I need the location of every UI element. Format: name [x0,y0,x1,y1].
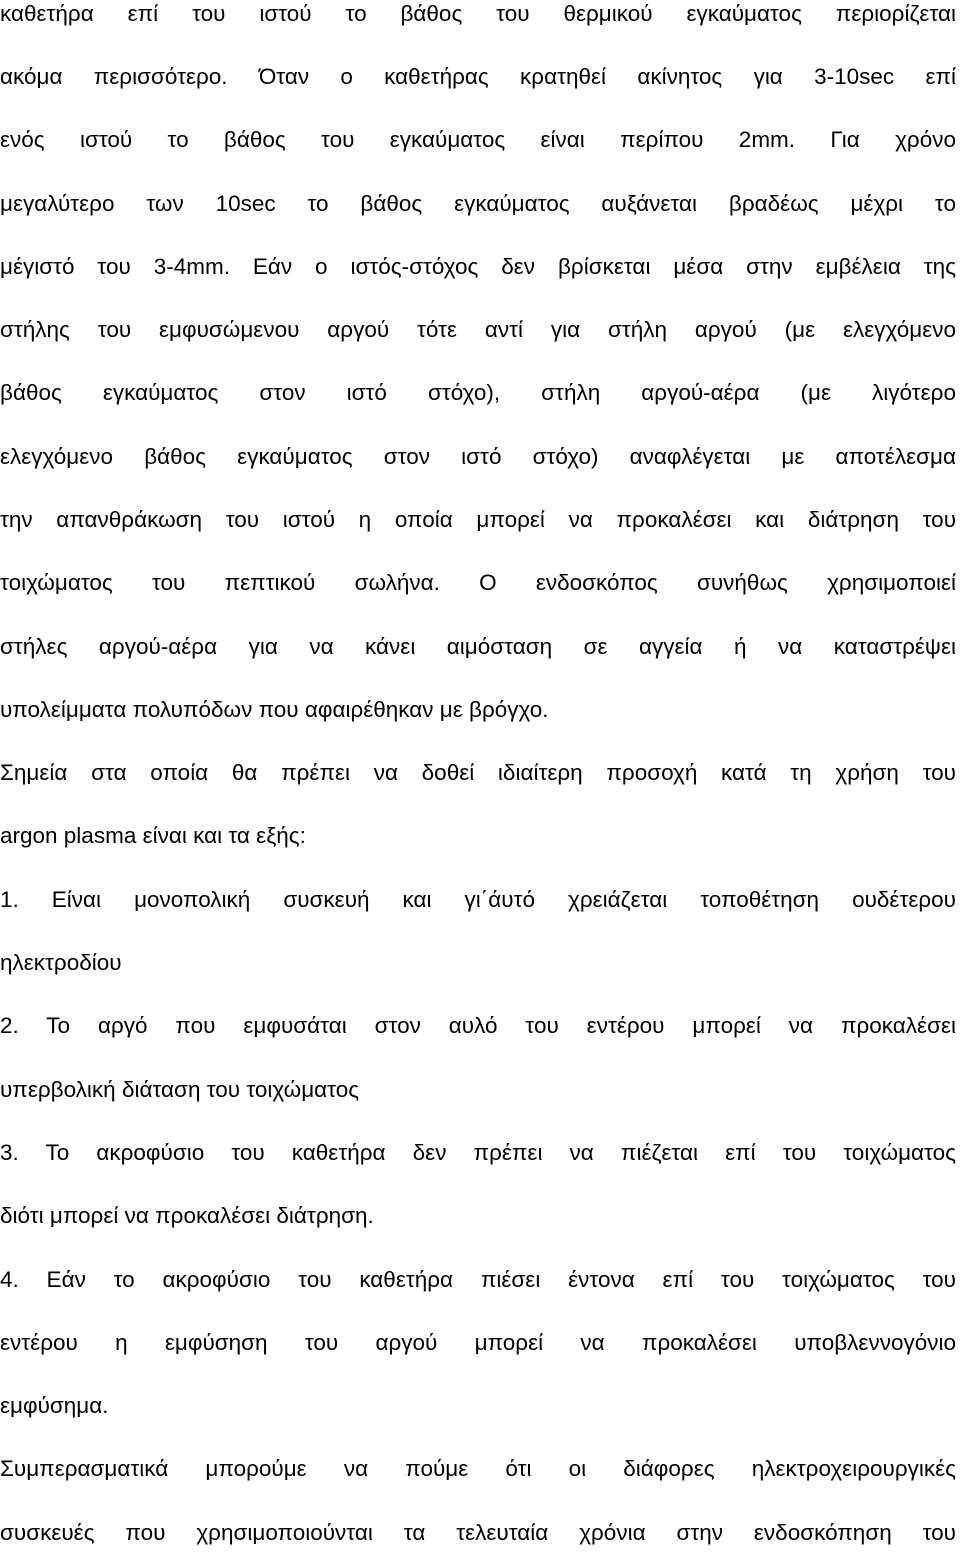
text-line: argon plasma είναι και τα εξής: [0,823,306,848]
text-line: στήλες αργού-αέρα για να κάνει αιμόσταση σε αγγεία ή να καταστρέψει [0,634,956,659]
text-line: Σημεία στα οποία θα πρέπει να δοθεί ιδιαίτερη προσοχή κατά τη χρήση του [0,760,956,785]
text-line: μεγαλύτερο των 10sec το βάθος εγκαύματος αυξάνεται βραδέως μέχρι το [0,191,956,216]
text-line: ενός ιστού το βάθος του εγκαύματος είναι περίπου 2mm. Για χρόνο [0,127,956,152]
text-line: τοιχώματος του πεπτικού σωλήνα. Ο ενδοσκόπος συνήθως χρησιμοποιεί [0,570,956,595]
text-line: την απανθράκωση του ιστού η οποία μπορεί να προκαλέσει και διάτρηση του [0,507,956,532]
text-line: στήλης του εμφυσώμενου αργού τότε αντί για στήλη αργού (με ελεγχόμενο [0,317,956,342]
text-line: 3. Το ακροφύσιο του καθετήρα δεν πρέπει να πιέζεται επί του τοιχώματος [0,1140,956,1165]
text-line: ηλεκτροδίου [0,950,122,975]
text-line: βάθος εγκαύματος στον ιστό στόχο), στήλη αργού-αέρα (με λιγότερο [0,380,956,405]
text-line: υπερβολική διάταση του τοιχώματος [0,1077,360,1102]
text-line: μέγιστό του 3-4mm. Εάν ο ιστός-στόχος δεν βρίσκεται μέσα στην εμβέλεια της [0,254,956,279]
text-line: Συμπερασματικά μπορούμε να πούμε ότι οι διάφορες ηλεκτροχειρουργικές [0,1456,956,1481]
text-line: 2. Το αργό που εμφυσάται στον αυλό του εντέρου μπορεί να προκαλέσει [0,1013,956,1038]
text-line: διότι μπορεί να προκαλέσει διάτρηση. [0,1203,374,1228]
text-line: εντέρου η εμφύσηση του αργού μπορεί να προκαλέσει υποβλεννογόνιο [0,1330,956,1355]
text-line: ακόμα περισσότερο. Όταν ο καθετήρας κρατηθεί ακίνητος για 3-10sec επί [0,64,956,89]
text-line: 1. Είναι μονοπολική συσκευή και γι΄άυτό χρειάζεται τοποθέτηση ουδέτερου [0,887,956,912]
text-line: εμφύσημα. [0,1393,109,1418]
text-line: 4. Εάν το ακροφύσιο του καθετήρα πιέσει έντονα επί του τοιχώματος του [0,1267,956,1292]
text-line: καθετήρα επί του ιστού το βάθος του θερμικού εγκαύματος περιορίζεται [0,1,956,26]
text-line: συσκευές που χρησιμοποιούνται τα τελευταία χρόνια στην ενδοσκόπηση του [0,1520,956,1545]
text-line: υπολείμματα πολυπόδων που αφαιρέθηκαν με βρόγχο. [0,697,549,722]
text-line: ελεγχόμενο βάθος εγκαύματος στον ιστό στόχο) αναφλέγεται με αποτέλεσμα [0,444,956,469]
